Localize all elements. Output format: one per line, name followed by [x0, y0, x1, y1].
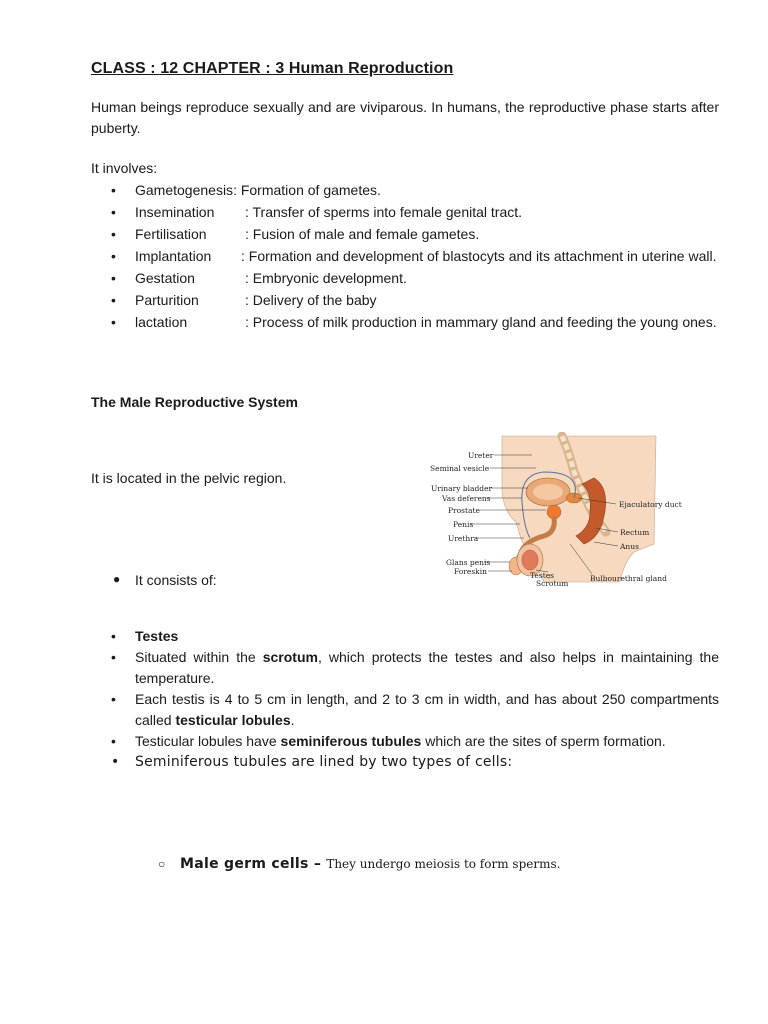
germ-cells-item: [158, 855, 560, 872]
bullet-icon: •: [111, 754, 120, 770]
label-testes: Testes: [530, 571, 555, 580]
bullet-icon: •: [111, 292, 116, 308]
germ-cells-desc: They undergo meiosis to form sperms.: [326, 857, 561, 871]
male-system-heading: The Male Reproductive System: [91, 394, 298, 410]
bullet-icon: •: [111, 204, 116, 220]
label-prostate: Prostate: [448, 506, 480, 515]
circle-bullet-icon: ○: [158, 857, 166, 871]
location-text: It is located in the pelvic region.: [91, 470, 287, 486]
page-title: CLASS : 12 CHAPTER : 3 Human Reproduction: [91, 60, 454, 77]
list-item: [91, 246, 719, 267]
phase-term: lactation: [135, 314, 188, 330]
label-bulbourethral-gland: Bulbourethral gland: [590, 574, 667, 583]
bold-term: testicular lobules: [175, 712, 291, 728]
testes-heading: Testes: [135, 628, 179, 644]
phase-desc: : Embryonic development.: [245, 270, 407, 286]
bullet-icon: •: [111, 226, 116, 242]
label-urinary-bladder: Urinary bladder: [431, 484, 493, 493]
phase-desc: : Formation and development of blastocyts and its attachment in uterine wall.: [241, 248, 717, 264]
list-item: [91, 202, 719, 223]
list-item: [91, 752, 719, 773]
bullet-icon: •: [111, 182, 116, 198]
phase-term: Implantation: [135, 248, 212, 264]
list-item: [91, 731, 719, 752]
list-item: [91, 180, 719, 201]
text-run: Situated within the: [135, 649, 263, 665]
involves-label: It involves:: [91, 160, 158, 176]
list-item: [91, 312, 719, 333]
phase-desc: : Transfer of sperms into female genital tract.: [245, 204, 523, 220]
text-run: Testicular lobules have: [135, 733, 281, 749]
label-vas-deferens: Vas deferens: [442, 494, 491, 503]
list-item: [91, 268, 719, 289]
label-anus: Anus: [620, 542, 639, 551]
list-item: [91, 626, 719, 647]
phase-term: Gestation: [135, 270, 195, 286]
phase-desc: : Process of milk production in mammary gland and feeding the young ones.: [245, 314, 717, 330]
label-urethra: Urethra: [448, 534, 479, 543]
label-ureter: Ureter: [468, 451, 494, 460]
text-run: Seminiferous tubules are lined by two types of cells:: [135, 754, 513, 770]
label-ejaculatory-duct: Ejaculatory duct: [619, 500, 682, 509]
label-glans-penis: Glans penis: [446, 558, 491, 567]
label-rectum: Rectum: [620, 528, 650, 537]
bullet-icon: •: [111, 314, 116, 330]
phase-term: Fertilisation: [135, 226, 207, 242]
testes-list: [91, 626, 719, 773]
text-run: .: [290, 712, 295, 728]
male-reproductive-diagram: [424, 432, 694, 592]
bullet-icon: •: [111, 733, 116, 749]
germ-cells-lead: Male germ cells –: [180, 856, 327, 872]
bullet-icon: •: [111, 649, 116, 665]
list-item: [91, 224, 719, 245]
bold-term: seminiferous tubules: [280, 733, 422, 749]
bullet-icon: •: [111, 628, 116, 644]
label-penis: Penis: [453, 520, 474, 529]
phase-desc: : Formation of gametes.: [233, 182, 381, 198]
label-scrotum: Scrotum: [536, 579, 569, 588]
phase-term: Insemination: [135, 204, 215, 220]
phase-term: Gametogenesis: [135, 182, 234, 198]
phase-term: Parturition: [135, 292, 199, 308]
phase-desc: : Delivery of the baby: [245, 292, 377, 308]
bullet-icon: •: [111, 270, 116, 286]
list-item: [91, 647, 719, 689]
text-run: Each testis is 4 to 5 cm in length, and 2 to 3 cm in width, and has about 250 compartments called: [135, 691, 719, 728]
consists-text: It consists of:: [135, 572, 217, 588]
bullet-icon: •: [111, 691, 116, 707]
text-run: which are the sites of sperm formation.: [421, 733, 666, 749]
phase-desc: : Fusion of male and female gametes.: [245, 226, 480, 242]
bullet-icon: ●: [113, 572, 121, 586]
label-seminal-vesicle: Seminal vesicle: [430, 464, 490, 473]
list-item: [91, 689, 719, 731]
reproduction-phases-list: [91, 180, 719, 334]
list-item: [91, 290, 719, 311]
text-run: , which protects the testes and also helps in maintaining the temperature.: [135, 649, 719, 686]
bullet-icon: •: [111, 248, 116, 264]
intro-paragraph: Human beings reproduce sexually and are viviparous. In humans, the reproductive phase starts after puberty.: [91, 99, 719, 136]
bold-term: scrotum: [262, 649, 318, 665]
label-foreskin: Foreskin: [454, 567, 487, 576]
